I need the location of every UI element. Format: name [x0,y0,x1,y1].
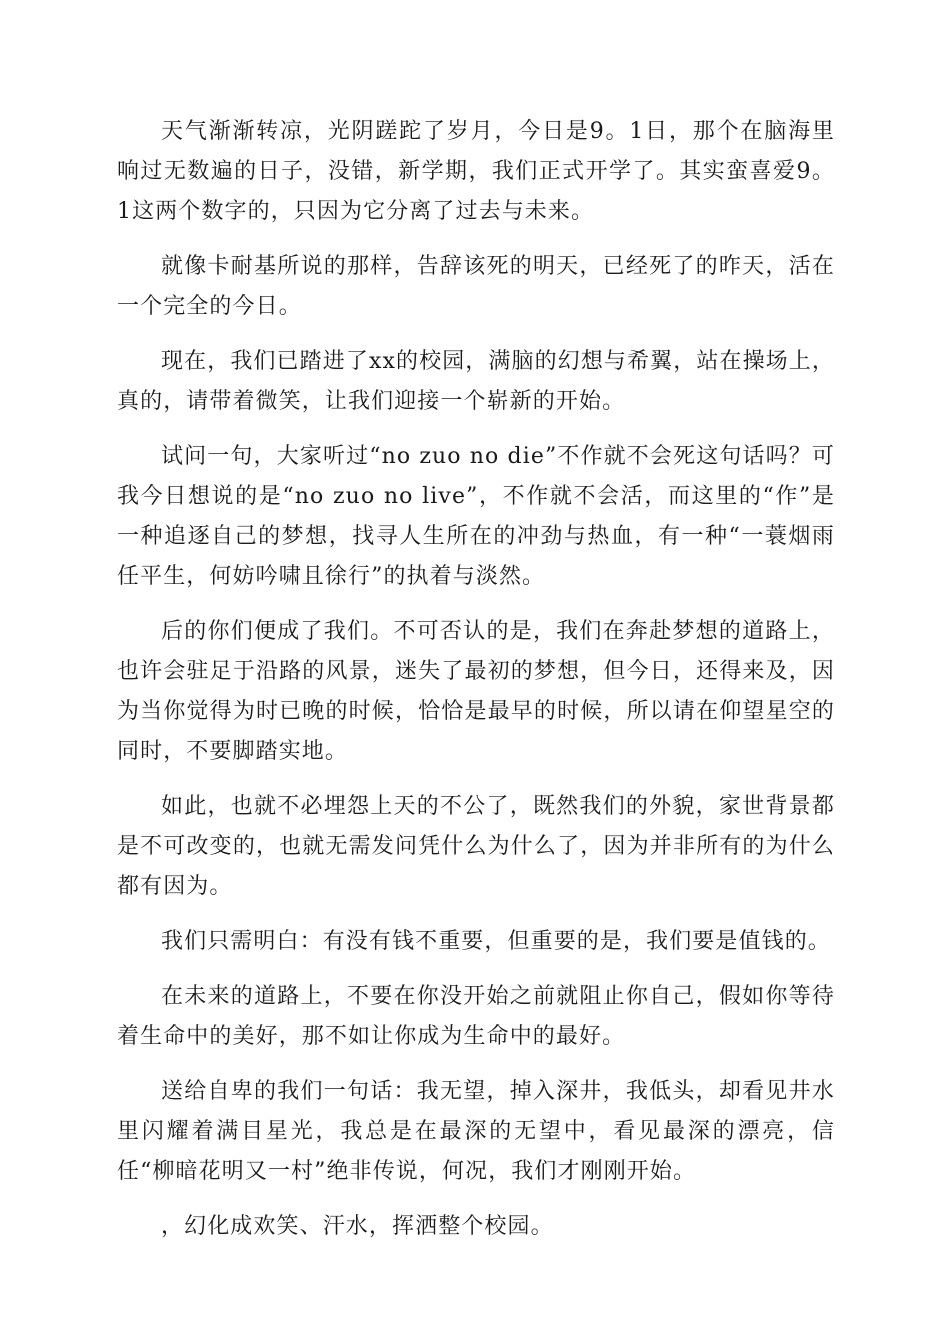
paragraph-5: 后的你们便成了我们。不可否认的是，我们在奔赴梦想的道路上，也许会驻足于沿路的风景，迷失了最初的梦想，但今日，还得来及，因为当你觉得为时已晚的时候，恰恰是最早的时候，所以请在仰望星空的同时，不要脚踏实地。 [117,619,835,764]
document-body [117,112,835,1247]
paragraph-2: 就像卡耐基所说的那样，告辞该死的明天，已经死了的昨天，活在一个完全的今日。 [117,254,835,319]
paragraph-1: 天气渐渐转凉，光阴蹉跎了岁月，今日是9。1日，那个在脑海里响过无数遍的日子，没错，新学期，我们正式开学了。其实蛮喜爱9。1这两个数字的，只因为它分离了过去与未来。 [117,119,835,224]
paragraph-10: ，幻化成欢笑、汗水，挥洒整个校园。 [161,1214,554,1239]
paragraph-7: 我们只需明白：有没有钱不重要，但重要的是，我们要是值钱的。 [161,929,831,954]
paragraph-3: 现在，我们已踏进了xx的校园，满脑的幻想与希翼，站在操场上，真的，请带着微笑，让我们迎接一个崭新的开始。 [117,349,835,414]
paragraph-9: 送给自卑的我们一句话：我无望，掉入深井，我低头，却看见井水里闪耀着满目星光，我总是在最深的无望中，看见最深的漂亮，信任“柳暗花明又一村”绝非传说，何况，我们才刚刚开始。 [117,1079,835,1184]
paragraph-8: 在未来的道路上，不要在你没开始之前就阻止你自己，假如你等待着生命中的美好，那不如让你成为生命中的最好。 [117,984,835,1049]
paragraph-4: 试问一句，大家听过“no zuo no die”不作就不会死这句话吗？可我今日想说的是“no zuo no live”，不作就不会活，而这里的“作”是一种追逐自己的梦想，找寻人生所在的冲劲与热血，有一种“一蓑烟雨任平生，何妨吟啸且徐行”的执着与淡然。 [117,444,835,589]
paragraph-6: 如此，也就不必埋怨上天的不公了，既然我们的外貌，家世背景都是不可改变的，也就无需发问凭什么为什么了，因为并非所有的为什么都有因为。 [117,794,835,899]
